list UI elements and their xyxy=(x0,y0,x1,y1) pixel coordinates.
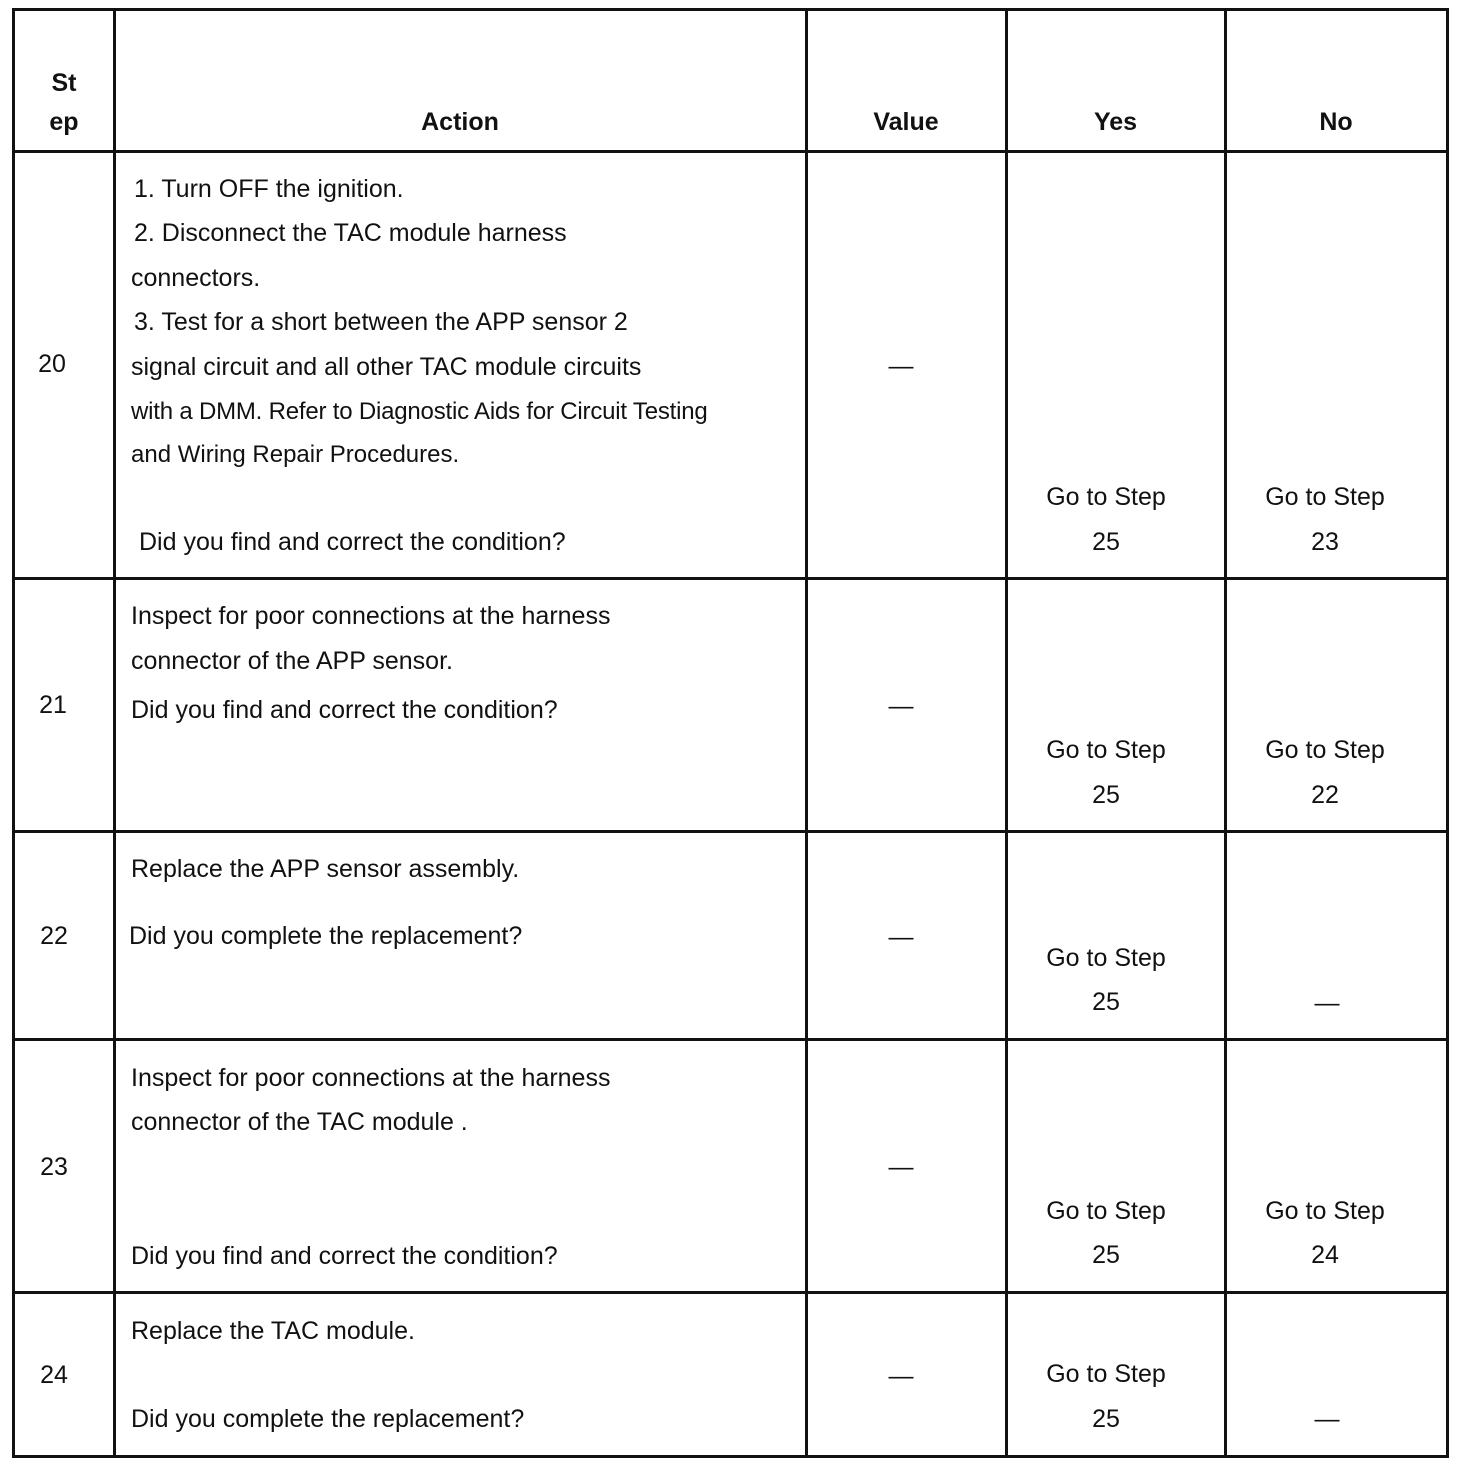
yes-cell-line: 25 xyxy=(1092,1241,1120,1269)
action-line: 3. Test for a short between the APP sensor 2 xyxy=(134,308,628,336)
action-question: Did you find and correct the condition? xyxy=(131,1242,558,1270)
yes-cell-line: Go to Step xyxy=(1046,1360,1166,1388)
yes-cell-line: 25 xyxy=(1092,528,1120,556)
no-cell-dash: — xyxy=(1314,1405,1340,1433)
action-line: connector of the APP sensor. xyxy=(131,647,453,675)
header-step-line1: St xyxy=(51,69,77,97)
no-cell-line: 24 xyxy=(1311,1241,1339,1269)
action-question: Did you find and correct the condition? xyxy=(131,696,558,724)
yes-cell-line: 25 xyxy=(1092,1405,1120,1433)
header-step xyxy=(16,68,112,137)
action-line: connector of the TAC module . xyxy=(131,1108,468,1136)
no-cell-line: Go to Step xyxy=(1265,736,1385,764)
action-line: with a DMM. Refer to Diagnostic Aids for Circuit Testing xyxy=(131,398,708,425)
row-divider xyxy=(12,1038,1449,1041)
step-number: 24 xyxy=(40,1361,68,1389)
value-cell: — xyxy=(888,923,914,951)
action-question: Did you complete the replacement? xyxy=(129,922,523,950)
action-line: connectors. xyxy=(131,264,261,292)
no-cell-line: Go to Step xyxy=(1265,483,1385,511)
header-no: No xyxy=(1319,108,1353,136)
action-question: Did you complete the replacement? xyxy=(131,1405,525,1433)
action-line: 1. Turn OFF the ignition. xyxy=(134,175,404,203)
yes-cell-line: Go to Step xyxy=(1046,1197,1166,1225)
header-action: Action xyxy=(421,108,499,136)
table-border-right xyxy=(1446,8,1449,1458)
value-cell: — xyxy=(888,352,914,380)
value-cell: — xyxy=(888,1362,914,1390)
no-cell-dash: — xyxy=(1314,989,1340,1017)
header-divider xyxy=(12,150,1449,153)
row-divider xyxy=(12,577,1449,580)
action-line: Inspect for poor connections at the harness xyxy=(131,602,611,630)
step-number: 22 xyxy=(40,922,68,950)
step-number: 23 xyxy=(40,1153,68,1181)
action-line: Replace the APP sensor assembly. xyxy=(131,855,520,883)
yes-cell-line: 25 xyxy=(1092,781,1120,809)
column-divider xyxy=(113,8,116,1458)
header-step-line2: ep xyxy=(49,108,79,136)
yes-cell-line: Go to Step xyxy=(1046,736,1166,764)
action-question: Did you find and correct the condition? xyxy=(139,528,566,556)
value-cell: — xyxy=(888,1153,914,1181)
action-line: Inspect for poor connections at the harness xyxy=(131,1064,611,1092)
row-divider xyxy=(12,1291,1449,1294)
header-yes: Yes xyxy=(1093,108,1138,136)
yes-cell-line: Go to Step xyxy=(1046,483,1166,511)
table-border-left xyxy=(12,8,15,1458)
yes-cell-line: Go to Step xyxy=(1046,944,1166,972)
column-divider xyxy=(805,8,808,1458)
no-cell-line: 23 xyxy=(1311,528,1339,556)
action-line: and Wiring Repair Procedures. xyxy=(131,441,460,468)
row-divider xyxy=(12,830,1449,833)
action-line: Replace the TAC module. xyxy=(131,1317,415,1345)
table-border-bottom xyxy=(12,1455,1449,1458)
no-cell-line: Go to Step xyxy=(1265,1197,1385,1225)
step-number: 20 xyxy=(38,350,66,378)
no-cell-line: 22 xyxy=(1311,781,1339,809)
header-value: Value xyxy=(873,108,939,136)
value-cell: — xyxy=(888,692,914,720)
yes-cell-line: 25 xyxy=(1092,988,1120,1016)
action-line: signal circuit and all other TAC module circuits xyxy=(131,353,642,381)
table-border-top xyxy=(12,8,1449,11)
step-number: 21 xyxy=(39,691,67,719)
action-line: 2. Disconnect the TAC module harness xyxy=(134,219,567,247)
